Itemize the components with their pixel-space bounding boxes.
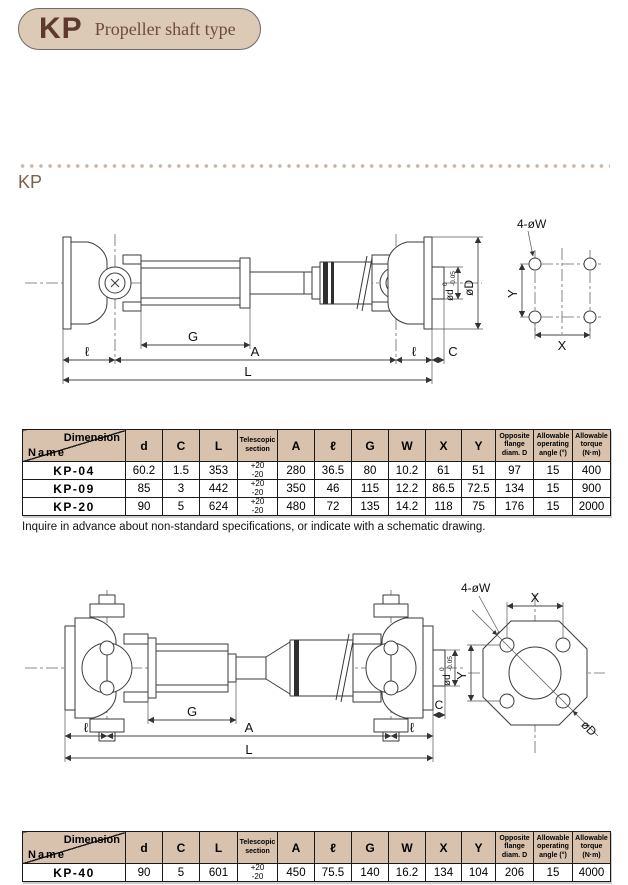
cell-torque: 400 (573, 462, 611, 480)
dim-label-ell-left: ℓ (84, 344, 90, 359)
col-header-c: C (163, 430, 200, 462)
col-header-flange-diam: Opposite flange diam. D (496, 832, 534, 864)
tele-minus: -20 (251, 505, 264, 515)
cell-w: 10.2 (389, 462, 426, 480)
od-tolerance-lower: -0.05 (447, 656, 454, 671)
cell-torque: 2000 (573, 498, 611, 516)
cell-w: 14.2 (389, 498, 426, 516)
cell-g: 135 (352, 498, 389, 516)
cell-l: 624 (200, 498, 238, 516)
dim-label-c: C (434, 698, 444, 712)
dim-label-c: C (448, 344, 458, 359)
cell-g: 115 (352, 480, 389, 498)
col-header-g: G (352, 430, 389, 462)
corner-name-label: Name (28, 447, 66, 459)
cell-g: 80 (352, 462, 389, 480)
table-row-kp09 (23, 480, 611, 498)
col-header-torque: Allowable torque (N·m) (573, 430, 611, 462)
cell-c: 5 (163, 864, 200, 882)
cell-telescopic (238, 864, 278, 882)
cell-l: 353 (200, 462, 238, 480)
shaft-drawing-small-series (20, 212, 610, 412)
dim-label-g: G (186, 704, 198, 719)
cell-y: 75 (462, 498, 496, 516)
dim-label-ell-right: ℓ (411, 344, 417, 359)
corner-dimension-label: Dimension (63, 834, 120, 846)
cell-x: 134 (426, 864, 462, 882)
cell-a: 350 (278, 480, 315, 498)
dim-label-x: X (557, 338, 567, 353)
cell-c: 5 (163, 498, 200, 516)
dim-label-ell-right: ℓ (409, 720, 415, 735)
dim-label-oD: øD (578, 717, 600, 739)
cell-d: 85 (126, 480, 163, 498)
cell-ell: 36.5 (315, 462, 352, 480)
corner-dimension-label: Dimension (63, 432, 120, 444)
col-header-a: A (278, 832, 315, 864)
cell-angle: 15 (534, 864, 573, 882)
table-row-kp04 (23, 462, 611, 480)
col-header-c: C (163, 832, 200, 864)
cell-l: 601 (200, 864, 238, 882)
od-tolerance-lower: -0.05 (450, 271, 457, 286)
cell-w: 12.2 (389, 480, 426, 498)
dim-label-y: Y (454, 671, 469, 680)
cell-ell: 75.5 (315, 864, 352, 882)
dim-label-a: A (250, 344, 260, 359)
tele-plus: +20 (250, 863, 265, 873)
col-header-ell: ℓ (315, 430, 352, 462)
cell-y: 51 (462, 462, 496, 480)
od-tolerance-upper: 0 (439, 667, 446, 671)
tele-minus: -20 (251, 487, 264, 497)
col-header-d: d (126, 832, 163, 864)
cell-c: 1.5 (163, 462, 200, 480)
cell-torque: 900 (573, 480, 611, 498)
bolt-holes-label: 4-øW (517, 217, 547, 231)
flange-bolt-pattern-view (505, 217, 604, 353)
series-code: KP (39, 12, 83, 45)
cell-telescopic (238, 480, 278, 498)
series-title: Propeller shaft type (94, 18, 236, 39)
cell-d: 60.2 (126, 462, 163, 480)
cell-flange-d: 134 (496, 480, 534, 498)
cell-torque: 4000 (573, 864, 611, 882)
col-header-operating-angle: Allowable operating angle (°) (534, 430, 573, 462)
col-header-y: Y (462, 430, 496, 462)
shaft-drawing-large-series (20, 578, 610, 793)
dim-label-g: G (187, 329, 199, 344)
section-label: KP (18, 172, 43, 192)
dim-label-l: L (245, 742, 253, 757)
cell-y: 104 (462, 864, 496, 882)
cell-c: 3 (163, 480, 200, 498)
col-header-telescopic: Telescopic section (238, 430, 278, 462)
col-header-y: Y (462, 832, 496, 864)
col-header-w: W (389, 430, 426, 462)
tele-minus: -20 (251, 469, 264, 479)
col-header-ell: ℓ (315, 832, 352, 864)
dimension-table-kp40 (22, 831, 611, 882)
cell-a: 450 (278, 864, 315, 882)
dim-label-od: ød (442, 674, 453, 686)
corner-header (23, 832, 126, 864)
col-header-telescopic: Telescopic section (238, 832, 278, 864)
tele-plus: +20 (250, 479, 265, 489)
model-name: KP-20 (23, 498, 126, 516)
col-header-g: G (352, 832, 389, 864)
cell-flange-d: 206 (496, 864, 534, 882)
col-header-x: X (426, 832, 462, 864)
dim-label-oD: øD (462, 280, 476, 296)
cell-angle: 15 (534, 498, 573, 516)
col-header-a: A (278, 430, 315, 462)
cell-flange-d: 176 (496, 498, 534, 516)
cell-g: 140 (352, 864, 389, 882)
dim-label-x: X (530, 590, 540, 605)
cell-d: 90 (126, 498, 163, 516)
tele-plus: +20 (250, 461, 265, 471)
cell-x: 86.5 (426, 480, 462, 498)
cell-x: 118 (426, 498, 462, 516)
cell-angle: 15 (534, 480, 573, 498)
model-name: KP-04 (23, 462, 126, 480)
col-header-l: L (200, 430, 238, 462)
model-name: KP-09 (23, 480, 126, 498)
note-text: Inquire in advance about non-standard specifications, or indicate with a schematic drawing. (22, 521, 486, 533)
flange-face-view (454, 581, 605, 754)
corner-header (23, 430, 126, 462)
corner-name-label: Name (28, 849, 66, 861)
dim-label-l: L (244, 364, 252, 379)
dim-label-od: ød (445, 289, 456, 301)
cell-x: 61 (426, 462, 462, 480)
header-row (23, 832, 611, 864)
col-header-torque: Allowable torque (N·m) (573, 832, 611, 864)
model-name: KP-40 (23, 864, 126, 882)
header-row (23, 430, 611, 462)
cell-w: 16.2 (389, 864, 426, 882)
od-tolerance-upper: 0 (442, 282, 449, 286)
col-header-d: d (126, 430, 163, 462)
bolt-holes-label: 4-øW (461, 581, 491, 595)
tele-plus: +20 (250, 497, 265, 507)
header-badge (18, 8, 261, 50)
dim-label-y: Y (505, 289, 520, 298)
shaft-side-view (25, 234, 483, 384)
cell-y: 72.5 (462, 480, 496, 498)
col-header-x: X (426, 430, 462, 462)
cell-ell: 72 (315, 498, 352, 516)
table-row-kp40 (23, 864, 611, 882)
table-row-kp20 (23, 498, 611, 516)
dimension-table-small-series (22, 429, 611, 516)
cell-telescopic (238, 462, 278, 480)
col-header-w: W (389, 832, 426, 864)
col-header-flange-diam: Opposite flange diam. D (496, 430, 534, 462)
cell-l: 442 (200, 480, 238, 498)
cell-ell: 46 (315, 480, 352, 498)
col-header-operating-angle: Allowable operating angle (°) (534, 832, 573, 864)
col-header-l: L (200, 832, 238, 864)
cell-a: 480 (278, 498, 315, 516)
cell-d: 90 (126, 864, 163, 882)
cell-a: 280 (278, 462, 315, 480)
dim-label-a: A (244, 720, 254, 735)
tele-minus: -20 (251, 871, 264, 881)
cell-angle: 15 (534, 462, 573, 480)
cell-telescopic (238, 498, 278, 516)
dim-label-ell-left: ℓ (83, 720, 89, 735)
dotted-divider (18, 163, 610, 169)
cell-flange-d: 97 (496, 462, 534, 480)
shaft-side-view (25, 590, 463, 762)
